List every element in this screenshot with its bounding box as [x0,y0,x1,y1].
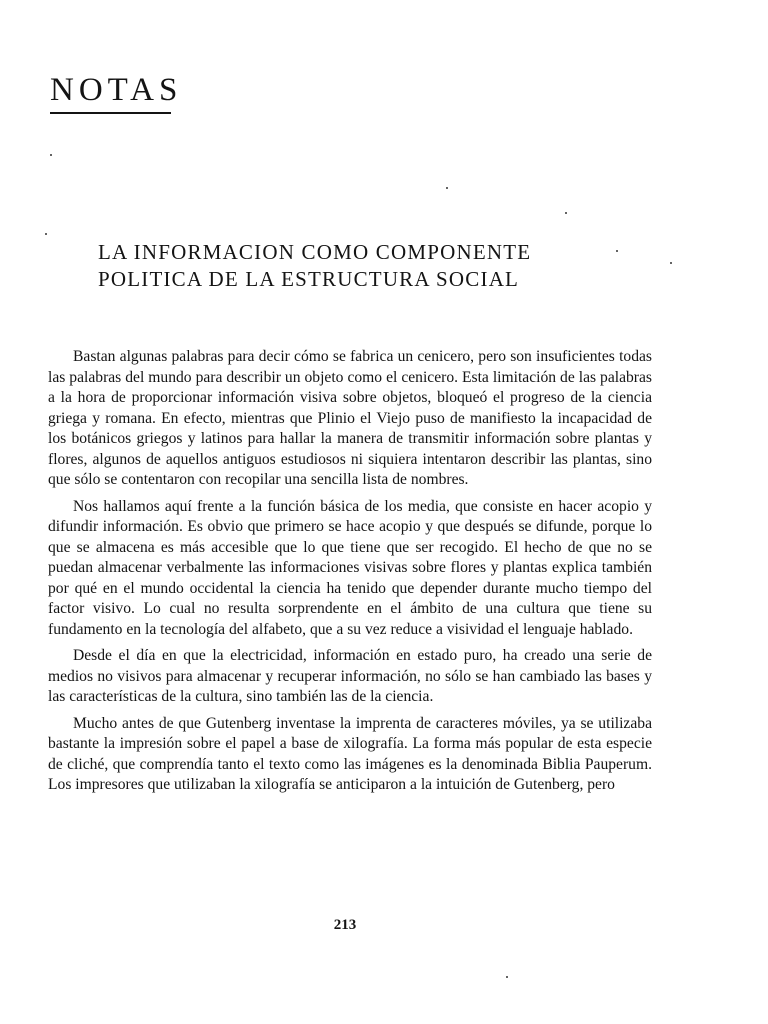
scan-speck [565,212,567,214]
article-title-line-2: POLITICA DE LA ESTRUCTURA SOCIAL [98,267,520,291]
scan-speck [50,154,52,156]
paragraph-4: Mucho antes de que Gutenberg inventase la imprenta de caracteres móviles, ya se utilizaba bastante la impresión sobre el papel a base de xilografía. La forma más popular de esta especie de cliché, que comprendía tanto el texto como las imágenes es la denominada Biblia Pauperum. Los impresores que utilizaban la xilografía se anticiparon a la intuición de Gutenberg, pero [48,714,652,793]
scan-speck [670,262,672,264]
scan-speck [616,250,618,252]
scan-speck [446,187,448,189]
scan-speck [506,976,508,978]
scan-speck [45,233,47,235]
article-title [98,239,531,293]
page-number: 213 [333,917,357,933]
paragraph-2: Nos hallamos aquí frente a la función básica de los media, que consiste en hacer acopio y difundir información. Es obvio que primero se hace acopio y que después se difunde, porque lo que se almacena es más accesible que lo que tiene que ser recogido. El hecho de que no se puedan almacenar verbalmente las informaciones visivas sobre flores y plantas explica también por qué en el mundo occidental la ciencia ha tenido que depender durante mucho tiempo del factor visivo. Lo cual no resulta sorprendente en el ámbito de una cultura que tiene su fundamento en la tecnología del alfabeto, que a su vez reduce a visividad el lenguaje hablado. [48,497,652,638]
article-title-line-1: LA INFORMACION COMO COMPONENTE [98,240,532,264]
paragraph-1: Bastan algunas palabras para decir cómo se fabrica un cenicero, pero son insuficientes todas las palabras del mundo para describir un objeto como el cenicero. Esta limitación de las palabras a la hora de proporcionar información visiva sobre objetos, bloqueó el progreso de la ciencia griega y romana. En efecto, mientras que Plinio el Viejo puso de manifiesto la incapacidad de los botánicos griegos y latinos para hallar la manera de transmitir información sobre plantas y flores, algunos de aquellos antiguos estudiosos ni siquiera intentaron describir las plantas, sino que sólo se contentaron con recopilar una sencilla lista de nombres. [48,348,652,488]
paragraph-3: Desde el día en que la electricidad, información en estado puro, ha creado una serie de medios no visivos para almacenar y recuperar información, no sólo se han cambiado las bases y las características de la cultura, sino también las de la ciencia. [48,647,652,705]
heading-underline [50,112,171,114]
section-heading: NOTAS [50,72,183,108]
article-body [48,347,652,802]
